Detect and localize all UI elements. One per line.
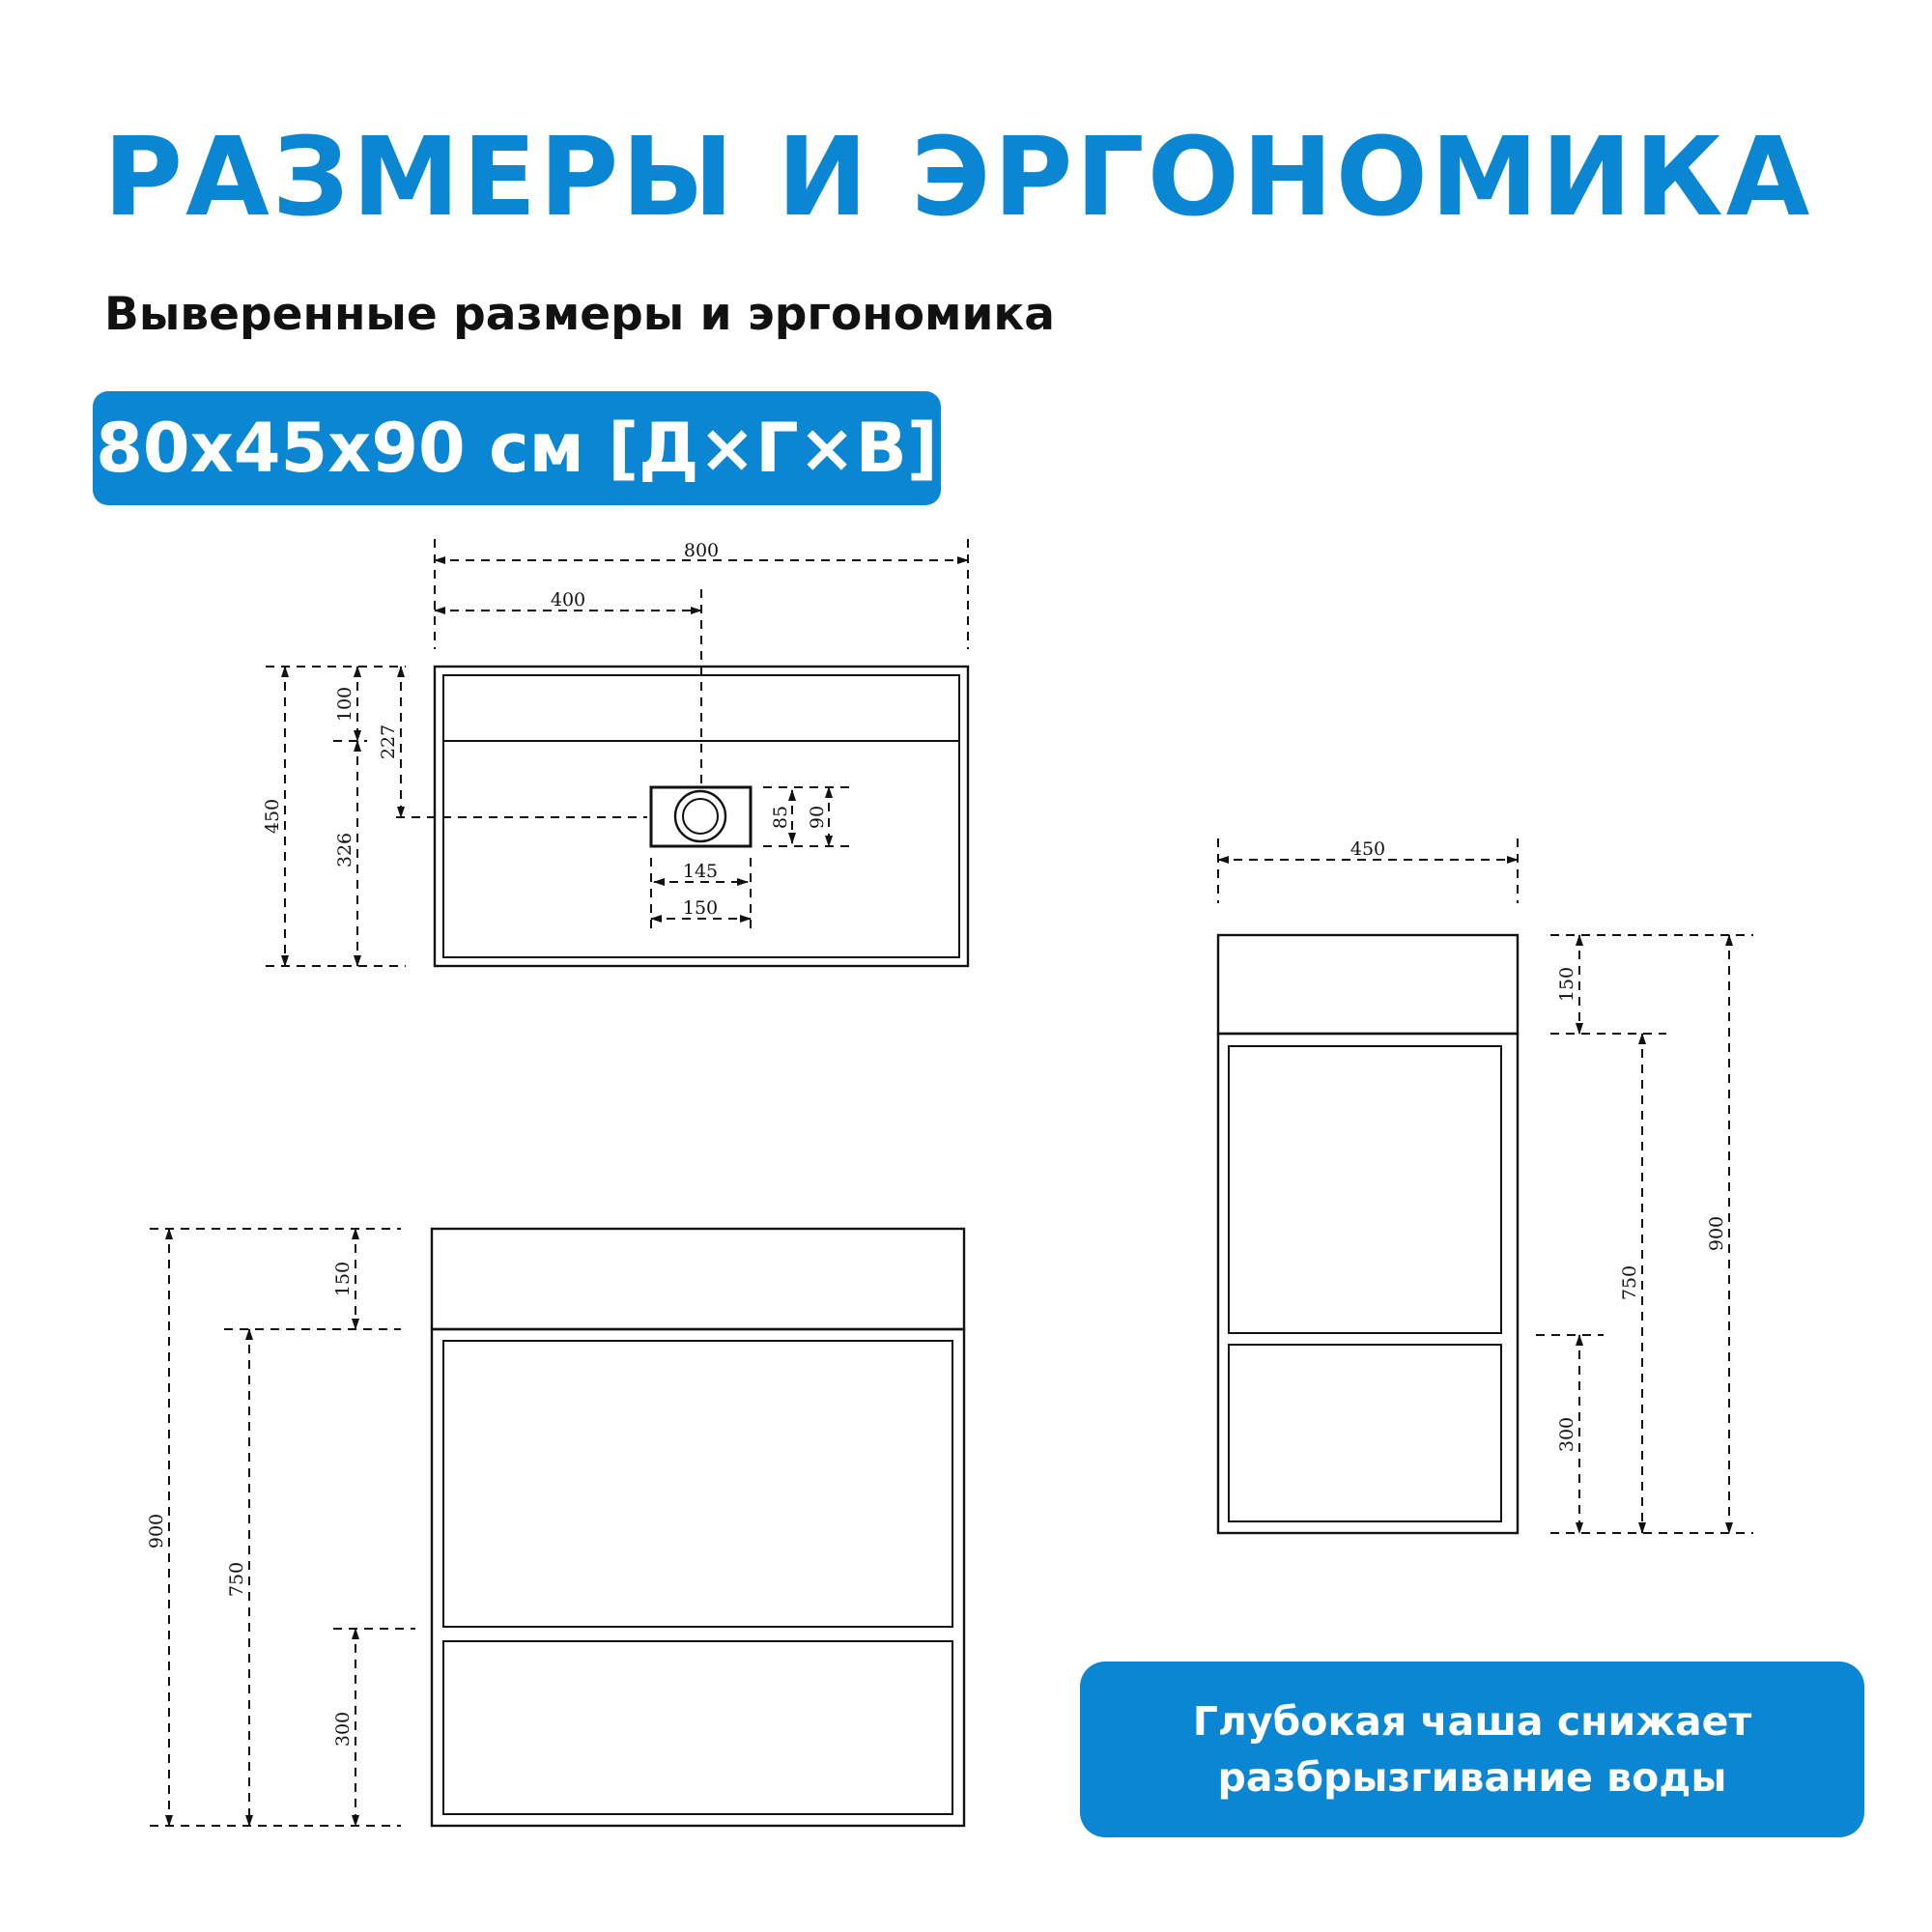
front-view (146, 1229, 964, 1826)
side-upper-drawer (1229, 1046, 1501, 1333)
side-lower-drawer (1229, 1345, 1501, 1521)
drain-inner-circle (683, 799, 718, 834)
dim-side-total-900: 900 (1706, 1215, 1727, 1252)
dim-front-body-750: 750 (226, 1561, 247, 1598)
dim-front-326: 326 (334, 832, 355, 868)
dim-front-total-900: 900 (146, 1513, 167, 1549)
dim-drain-inner-h-85: 85 (770, 805, 791, 830)
dim-drain-outer-w-150: 150 (682, 897, 719, 919)
dim-side-lower-300: 300 (1556, 1416, 1577, 1453)
front-lower-drawer (443, 1641, 952, 1814)
dim-width-800: 800 (683, 540, 720, 561)
drain-box (651, 787, 751, 846)
dim-front-lower-300: 300 (332, 1711, 354, 1747)
side-cabinet (1218, 1034, 1518, 1533)
dim-depth-450: 450 (262, 798, 283, 835)
page-title: РАЗМЕРЫ И ЭРГОНОМИКА (103, 115, 1813, 241)
front-upper-drawer (443, 1341, 952, 1627)
top-view (262, 539, 968, 966)
front-cabinet (432, 1329, 964, 1826)
dim-drain-inner-w-145: 145 (682, 861, 719, 882)
page-subtitle: Выверенные размеры и эргономика (104, 288, 1055, 341)
dim-drain-offset-227: 227 (378, 724, 399, 760)
feature-note-line-2: разбрызгивание воды (1217, 1754, 1727, 1801)
dim-drain-outer-h-90: 90 (807, 805, 828, 830)
feature-note (1080, 1662, 1864, 1837)
dim-front-top-150: 150 (332, 1261, 354, 1297)
dim-half-width-400: 400 (550, 589, 586, 611)
front-countertop (432, 1229, 964, 1329)
dim-side-body-750: 750 (1619, 1264, 1640, 1301)
dim-side-top-150: 150 (1556, 966, 1577, 1003)
side-view (1218, 838, 1753, 1533)
dimensions-badge-label: 80x45x90 см [Д×Г×В] (96, 409, 938, 488)
dim-side-depth-450: 450 (1350, 838, 1386, 860)
basin-outline (435, 667, 968, 966)
feature-note-line-1: Глубокая чаша снижает (1192, 1697, 1752, 1745)
side-countertop (1218, 935, 1518, 1034)
dim-rim-100: 100 (334, 686, 355, 723)
